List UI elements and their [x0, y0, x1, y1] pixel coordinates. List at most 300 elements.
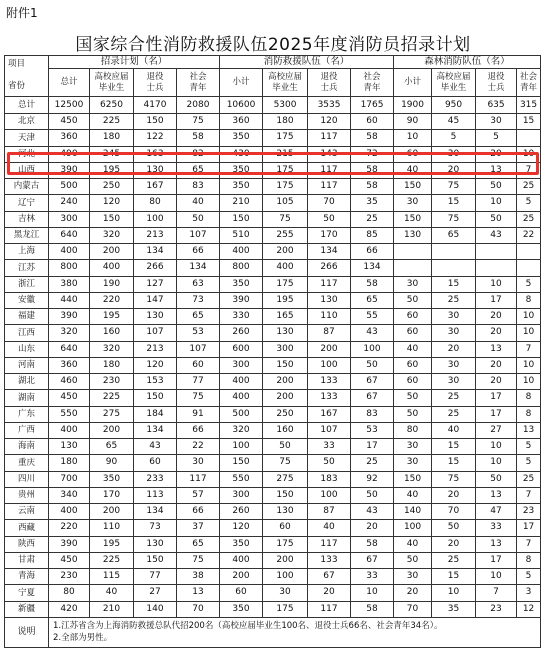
column-header: 小计 [220, 69, 263, 97]
value-cell: 30 [432, 309, 476, 325]
value-cell: 300 [220, 487, 263, 503]
province-row [5, 357, 541, 373]
value-cell: 400 [49, 422, 90, 438]
value-cell: 200 [308, 341, 351, 357]
value-cell: 80 [49, 585, 90, 601]
value-cell: 60 [177, 357, 220, 373]
province-cell: 青海 [5, 569, 49, 585]
value-cell: 133 [308, 374, 351, 390]
value-cell: 73 [134, 520, 177, 536]
value-cell: 8 [517, 406, 541, 422]
value-cell: 25 [432, 406, 476, 422]
value-cell: 117 [177, 471, 220, 487]
value-cell: 117 [308, 162, 351, 178]
value-cell: 400 [90, 260, 134, 276]
value-cell [394, 260, 432, 276]
value-cell [476, 260, 517, 276]
province-row [5, 244, 541, 260]
value-cell: 340 [49, 487, 90, 503]
value-cell: 380 [49, 276, 90, 292]
value-cell: 50 [476, 179, 517, 195]
column-header: 社会 青年 [351, 69, 394, 97]
value-cell: 390 [49, 162, 90, 178]
value-cell: 10 [517, 325, 541, 341]
value-cell: 175 [263, 130, 308, 146]
value-cell: 40 [394, 162, 432, 178]
value-cell: 134 [177, 260, 220, 276]
value-cell: 25 [517, 211, 541, 227]
value-cell: 10 [476, 569, 517, 585]
value-cell: 130 [308, 292, 351, 308]
value-cell: 122 [134, 130, 177, 146]
value-cell: 500 [49, 179, 90, 195]
value-cell: 22 [517, 227, 541, 243]
value-cell: 175 [263, 536, 308, 552]
value-cell: 65 [90, 439, 134, 455]
value-cell: 58 [351, 536, 394, 552]
value-cell: 30 [394, 195, 432, 211]
value-cell: 35 [351, 195, 394, 211]
value-cell: 195 [90, 309, 134, 325]
value-cell: 85 [351, 227, 394, 243]
value-cell: 230 [49, 569, 90, 585]
value-cell: 87 [308, 325, 351, 341]
value-cell: 215 [263, 146, 308, 162]
value-cell: 60 [263, 520, 308, 536]
province-cell: 天津 [5, 130, 49, 146]
value-cell: 10 [476, 195, 517, 211]
value-cell: 300 [49, 211, 90, 227]
province-cell: 云南 [5, 504, 49, 520]
group-header-plan: 招录计划（名） [49, 56, 220, 69]
value-cell: 60 [394, 325, 432, 341]
value-cell: 260 [220, 504, 263, 520]
value-cell: 5 [432, 130, 476, 146]
value-cell: 150 [394, 211, 432, 227]
value-cell: 213 [134, 341, 177, 357]
value-cell: 350 [220, 162, 263, 178]
value-cell: 10 [351, 585, 394, 601]
value-cell: 5 [517, 569, 541, 585]
value-cell: 510 [220, 227, 263, 243]
value-cell: 72 [351, 146, 394, 162]
province-row [5, 309, 541, 325]
value-cell: 134 [134, 422, 177, 438]
value-cell: 15 [517, 114, 541, 130]
value-cell: 150 [263, 487, 308, 503]
value-cell: 140 [134, 601, 177, 617]
value-cell: 17 [476, 292, 517, 308]
value-cell: 400 [49, 244, 90, 260]
value-cell: 147 [134, 292, 177, 308]
value-cell [517, 260, 541, 276]
value-cell: 25 [432, 390, 476, 406]
value-cell: 10 [476, 439, 517, 455]
note-line: 2.全部为男性。 [53, 633, 113, 644]
province-cell: 广东 [5, 406, 49, 422]
value-cell: 350 [220, 536, 263, 552]
value-cell: 160 [263, 422, 308, 438]
value-cell: 430 [220, 146, 263, 162]
value-cell: 300 [263, 341, 308, 357]
value-cell: 47 [476, 504, 517, 520]
province-cell: 新疆 [5, 601, 49, 617]
value-cell: 60 [134, 455, 177, 471]
value-cell: 30 [263, 585, 308, 601]
recruitment-table [4, 55, 541, 648]
value-cell: 20 [432, 162, 476, 178]
value-cell: 635 [476, 97, 517, 114]
value-cell: 50 [351, 487, 394, 503]
value-cell: 60 [394, 146, 432, 162]
value-cell: 210 [220, 195, 263, 211]
header-group-row [5, 56, 541, 69]
province-row [5, 552, 541, 568]
value-cell: 50 [263, 439, 308, 455]
value-cell: 7 [517, 341, 541, 357]
value-cell: 8 [517, 390, 541, 406]
value-cell: 320 [90, 341, 134, 357]
value-cell: 60 [220, 585, 263, 601]
value-cell: 45 [432, 114, 476, 130]
value-cell: 110 [308, 309, 351, 325]
value-cell: 75 [432, 471, 476, 487]
value-cell: 167 [308, 406, 351, 422]
value-cell: 150 [394, 179, 432, 195]
value-cell: 33 [351, 569, 394, 585]
value-cell: 100 [308, 487, 351, 503]
value-cell: 220 [90, 292, 134, 308]
province-cell: 河北 [5, 146, 49, 162]
column-header: 退役 士兵 [308, 69, 351, 97]
value-cell: 8 [517, 552, 541, 568]
value-cell: 180 [263, 114, 308, 130]
value-cell: 1765 [351, 97, 394, 114]
value-cell: 275 [263, 471, 308, 487]
value-cell: 22 [177, 439, 220, 455]
value-cell: 13 [476, 487, 517, 503]
value-cell: 245 [90, 146, 134, 162]
province-cell: 黑龙江 [5, 227, 49, 243]
value-cell: 12500 [49, 97, 90, 114]
value-cell: 87 [308, 504, 351, 520]
column-header: 退役 士兵 [134, 69, 177, 97]
value-cell: 600 [220, 341, 263, 357]
value-cell: 5 [517, 439, 541, 455]
value-cell: 75 [432, 179, 476, 195]
total-row [5, 97, 541, 114]
group-header-fire-rescue: 消防救援队伍（名） [220, 56, 394, 69]
value-cell: 58 [177, 130, 220, 146]
province-row [5, 536, 541, 552]
value-cell: 5300 [263, 97, 308, 114]
value-cell: 113 [134, 487, 177, 503]
value-cell: 25 [351, 211, 394, 227]
value-cell: 350 [90, 471, 134, 487]
value-cell: 30 [432, 146, 476, 162]
value-cell: 150 [394, 471, 432, 487]
value-cell: 200 [90, 244, 134, 260]
value-cell: 67 [351, 552, 394, 568]
value-cell: 27 [476, 422, 517, 438]
value-cell: 25 [517, 471, 541, 487]
province-row [5, 325, 541, 341]
value-cell: 23 [476, 601, 517, 617]
value-cell: 20 [476, 146, 517, 162]
value-cell: 10 [476, 276, 517, 292]
value-cell: 13 [177, 585, 220, 601]
value-cell: 100 [351, 341, 394, 357]
value-cell: 53 [177, 325, 220, 341]
value-cell [517, 244, 541, 260]
value-cell: 320 [220, 422, 263, 438]
value-cell: 5 [476, 130, 517, 146]
header-sub-row [5, 69, 541, 97]
province-cell: 山东 [5, 341, 49, 357]
value-cell: 134 [351, 260, 394, 276]
value-cell: 200 [263, 390, 308, 406]
value-cell: 10600 [220, 97, 263, 114]
corner-item-label: 项目 [8, 59, 26, 69]
province-cell: 总计 [5, 97, 49, 114]
value-cell: 195 [90, 162, 134, 178]
value-cell: 17 [476, 406, 517, 422]
value-cell: 175 [263, 276, 308, 292]
value-cell: 67 [351, 374, 394, 390]
value-cell: 38 [177, 569, 220, 585]
value-cell: 60 [394, 374, 432, 390]
province-row [5, 471, 541, 487]
value-cell: 13 [476, 341, 517, 357]
value-cell: 167 [134, 179, 177, 195]
value-cell [432, 260, 476, 276]
value-cell: 150 [263, 357, 308, 373]
value-cell: 100 [308, 357, 351, 373]
value-cell: 75 [263, 455, 308, 471]
value-cell: 50 [308, 455, 351, 471]
value-cell: 20 [432, 341, 476, 357]
value-cell: 73 [177, 292, 220, 308]
value-cell: 75 [263, 211, 308, 227]
value-cell: 195 [263, 292, 308, 308]
value-cell: 67 [308, 569, 351, 585]
value-cell: 360 [49, 357, 90, 373]
value-cell: 65 [177, 309, 220, 325]
value-cell: 65 [351, 292, 394, 308]
value-cell: 200 [263, 244, 308, 260]
value-cell: 37 [177, 520, 220, 536]
value-cell: 200 [263, 374, 308, 390]
province-row [5, 520, 541, 536]
value-cell: 640 [49, 341, 90, 357]
province-cell: 内蒙古 [5, 179, 49, 195]
province-row [5, 439, 541, 455]
value-cell: 50 [394, 552, 432, 568]
province-cell: 湖南 [5, 390, 49, 406]
value-cell: 266 [134, 260, 177, 276]
value-cell: 65 [177, 536, 220, 552]
value-cell: 43 [476, 227, 517, 243]
column-header: 社会 青年 [177, 69, 220, 97]
value-cell: 57 [177, 487, 220, 503]
value-cell: 127 [134, 276, 177, 292]
value-cell: 175 [263, 179, 308, 195]
value-cell: 8 [517, 292, 541, 308]
value-cell: 120 [90, 195, 134, 211]
value-cell: 55 [351, 309, 394, 325]
value-cell: 117 [308, 276, 351, 292]
value-cell: 10 [476, 455, 517, 471]
value-cell: 360 [220, 114, 263, 130]
value-cell: 1900 [394, 97, 432, 114]
province-row [5, 504, 541, 520]
value-cell: 320 [49, 325, 90, 341]
value-cell: 23 [517, 504, 541, 520]
value-cell: 77 [134, 569, 177, 585]
value-cell: 17 [476, 552, 517, 568]
value-cell: 200 [90, 504, 134, 520]
value-cell: 25 [351, 455, 394, 471]
value-cell: 20 [308, 585, 351, 601]
attachment-label: 附件1 [6, 6, 38, 20]
value-cell: 130 [394, 227, 432, 243]
value-cell: 107 [134, 325, 177, 341]
value-cell: 390 [49, 309, 90, 325]
value-cell: 30 [177, 455, 220, 471]
value-cell: 40 [394, 487, 432, 503]
note-line: 1.江苏省含为上海消防救援总队代招200名（高校应届毕业生100名、退役士兵66名、社会青年34名）。 [53, 620, 443, 631]
header-corner-cell [5, 56, 49, 97]
province-cell: 西藏 [5, 520, 49, 536]
value-cell: 92 [351, 471, 394, 487]
value-cell: 105 [263, 195, 308, 211]
value-cell: 70 [394, 601, 432, 617]
value-cell: 58 [351, 601, 394, 617]
value-cell: 17 [351, 439, 394, 455]
value-cell: 20 [432, 487, 476, 503]
column-header: 退役 士兵 [476, 69, 517, 97]
value-cell: 110 [90, 520, 134, 536]
value-cell: 400 [220, 244, 263, 260]
value-cell: 130 [134, 162, 177, 178]
province-row [5, 406, 541, 422]
province-cell: 宁夏 [5, 585, 49, 601]
province-row [5, 585, 541, 601]
value-cell: 550 [49, 406, 90, 422]
value-cell: 330 [220, 309, 263, 325]
value-cell: 230 [90, 374, 134, 390]
province-row [5, 130, 541, 146]
value-cell: 195 [90, 536, 134, 552]
value-cell: 40 [394, 341, 432, 357]
value-cell: 10 [517, 357, 541, 373]
province-row [5, 487, 541, 503]
value-cell: 40 [394, 536, 432, 552]
value-cell: 350 [220, 179, 263, 195]
value-cell: 440 [49, 292, 90, 308]
value-cell: 75 [177, 552, 220, 568]
value-cell: 400 [263, 260, 308, 276]
value-cell: 25 [432, 552, 476, 568]
value-cell: 134 [134, 244, 177, 260]
value-cell: 65 [177, 162, 220, 178]
value-cell: 150 [134, 390, 177, 406]
value-cell: 33 [308, 439, 351, 455]
value-cell: 107 [177, 227, 220, 243]
province-cell: 重庆 [5, 455, 49, 471]
value-cell: 10 [517, 309, 541, 325]
value-cell: 50 [394, 292, 432, 308]
value-cell: 100 [220, 439, 263, 455]
value-cell: 183 [308, 471, 351, 487]
value-cell: 3 [517, 585, 541, 601]
province-row [5, 455, 541, 471]
value-cell: 400 [220, 552, 263, 568]
value-cell: 180 [90, 357, 134, 373]
value-cell: 15 [432, 276, 476, 292]
value-cell: 20 [476, 357, 517, 373]
value-cell: 165 [263, 309, 308, 325]
value-cell: 260 [220, 325, 263, 341]
value-cell: 350 [220, 130, 263, 146]
value-cell: 315 [517, 97, 541, 114]
value-cell: 66 [351, 244, 394, 260]
value-cell: 400 [49, 504, 90, 520]
notes-label: 说明 [5, 617, 49, 647]
value-cell: 5 [517, 195, 541, 211]
value-cell: 30 [432, 374, 476, 390]
value-cell: 225 [90, 390, 134, 406]
value-cell: 6250 [90, 97, 134, 114]
value-cell: 30 [394, 569, 432, 585]
value-cell: 30 [432, 325, 476, 341]
value-cell: 175 [263, 601, 308, 617]
value-cell: 450 [49, 114, 90, 130]
province-row [5, 276, 541, 292]
province-cell: 江西 [5, 325, 49, 341]
column-header: 小计 [394, 69, 432, 97]
value-cell: 200 [90, 422, 134, 438]
province-row [5, 179, 541, 195]
province-cell: 甘肃 [5, 552, 49, 568]
value-cell: 83 [351, 406, 394, 422]
value-cell: 7 [517, 487, 541, 503]
value-cell: 40 [177, 195, 220, 211]
value-cell: 13 [476, 162, 517, 178]
value-cell: 275 [90, 406, 134, 422]
value-cell: 70 [308, 195, 351, 211]
province-row [5, 162, 541, 178]
province-row [5, 569, 541, 585]
value-cell: 250 [90, 179, 134, 195]
value-cell: 134 [134, 504, 177, 520]
notes-row [5, 617, 541, 647]
value-cell: 4170 [134, 97, 177, 114]
province-cell: 浙江 [5, 276, 49, 292]
value-cell: 20 [394, 585, 432, 601]
value-cell: 163 [134, 146, 177, 162]
value-cell: 90 [394, 114, 432, 130]
value-cell: 134 [308, 244, 351, 260]
value-cell: 350 [220, 601, 263, 617]
value-cell: 7 [476, 585, 517, 601]
value-cell: 17 [517, 520, 541, 536]
value-cell [394, 244, 432, 260]
value-cell: 100 [134, 211, 177, 227]
value-cell: 83 [177, 179, 220, 195]
value-cell: 80 [134, 195, 177, 211]
value-cell: 27 [134, 585, 177, 601]
